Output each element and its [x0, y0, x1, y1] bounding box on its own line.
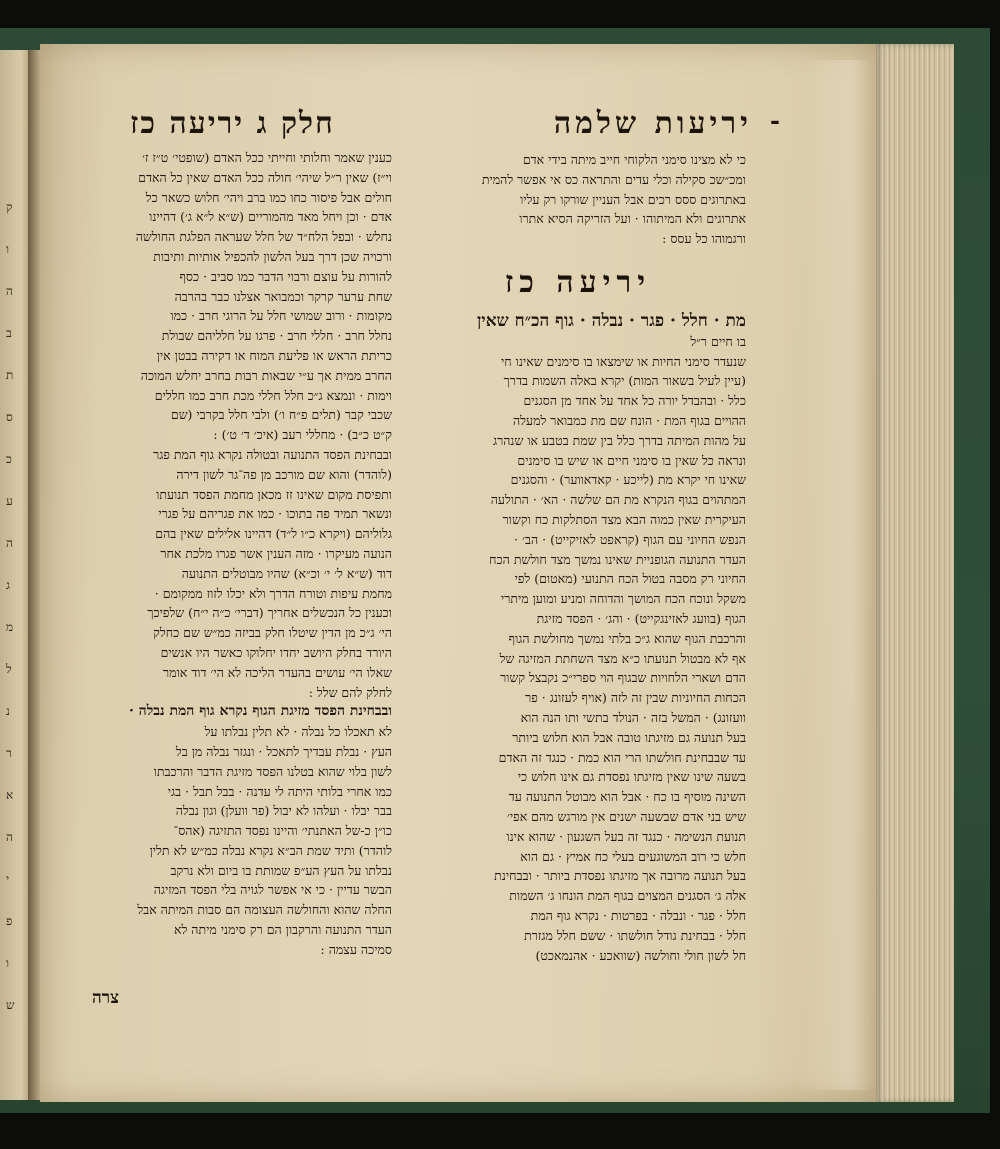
text-line: כריתת הראש או פליעת המוח או דקירה בבטן אין: [156, 347, 392, 363]
paragraph2-lead: ובבחינת הפסד מזיגת הגוף נקרא גוף המת נבלה ·: [128, 703, 392, 720]
text-line: וכענין כל הנכשלים אחריך (דברי׳ כ״ה י״ח) שלפיכך: [147, 605, 392, 621]
facing-page-fragment: פ: [6, 914, 13, 928]
facing-page-fragment: ק: [6, 200, 13, 214]
text-line: אתרוגים ולא המיתוהו · ועל הזריקה הסיא אתרו: [519, 211, 746, 227]
text-line: שיש בני אדם שבשעה ישנים אין מורגש מהם אפי׳: [506, 808, 746, 824]
text-line: ונראה כל שאין בו סימני חיים או שיש בו סימנים: [517, 452, 746, 468]
facing-page-fragment: ו: [6, 242, 10, 256]
right-column-lines: [410, 332, 746, 966]
text-line: העדר התנועה הגופניית שאינו נמשך מצד חולשת הכח: [489, 551, 746, 567]
text-line: הנועה מעיקרו · מזה הענין אשר פגרו מלכת אחר: [160, 545, 392, 561]
text-line: מחמת עיפות וטורח הדרך ולא יכלו לזוז ממקומם ·: [154, 585, 392, 601]
text-line: בו חיים ר״ל: [690, 333, 746, 349]
text-line: המתהוים בגוף הנקרא מת הם שלשה · הא׳ · התולעה: [490, 492, 746, 508]
text-line: חלש כי רוב המשוגעים בעלי כח אמיץ · גם הוא: [520, 848, 746, 864]
text-line: וי״ז) שאין ר״ל שיהי׳ חולה ככל האדם שאין כל האדם: [138, 169, 392, 185]
header-section-title: חלק ג יריעה כז: [130, 106, 335, 141]
text-line: תנועת הנשימה · כנגד זה בעל השגעון · שהוא אינו: [506, 828, 746, 844]
facing-page-fragment: ש: [6, 998, 15, 1012]
facing-page-fragment: ס: [6, 410, 13, 424]
text-line: מקומות · ורוב שמושי חלל על הרוגי חרב · כמו: [170, 308, 392, 324]
text-line: אלה ג׳ הסגנים המצוים בגוף המת הונחו ג׳ השמות: [509, 888, 746, 904]
text-line: חלל · פגר · ונבלה · בפרטות · נקרא גוף המת: [530, 907, 746, 923]
facing-page-fragment: ה: [6, 830, 13, 844]
text-line: נחלל חרב · חללי חרב · פרגו על חלליהם שבולת: [161, 328, 392, 344]
text-line: ומכ״שכ סקילה וכלי עדים והתראה כס אי אפשר להמית: [481, 171, 746, 187]
facing-page-fragment: ע: [6, 494, 13, 508]
text-line: ורכויה שכן דרך בעל הלשון להכפיל אותיות ותיבות: [153, 248, 392, 264]
text-line: העץ · נבלת עבדיך לתאכל · ונגזר נבלה מן בל: [175, 743, 392, 759]
text-line: נחלש · ובפל הלח״ד של חלל שעראה הפלגת החולשה: [135, 229, 392, 245]
facing-page-fragment: א: [6, 788, 14, 802]
text-line: בבר יבלו · ועלהו לא יבול (פר וועלן) וגון נבלה: [175, 803, 392, 819]
header-dash: -: [770, 106, 780, 135]
facing-page-fragment: ר: [6, 746, 12, 760]
text-line: ההויים בגוף המת · הונח שם מת כמבואר למעלה: [512, 412, 746, 428]
text-line: להורות על עוצם ורבוי הדבר כמו סביב · כסף: [179, 268, 392, 284]
facing-page-fragment: י: [6, 872, 10, 886]
text-line: משקל ונוכח הכח המושך והדוחה ומניע ומוען מיתרי: [500, 591, 746, 607]
text-line: כו״ן כ-של האתנתי׳ והיינו נפסד התזיגה (אהס־: [173, 823, 392, 839]
text-line: לחלק להם שלל :: [308, 684, 392, 700]
facing-page-fragment: ב: [6, 326, 12, 340]
text-line: החלה שהוא והחולשה העצומה הם סבות המיתה אבל: [137, 902, 392, 918]
right-column-intro: [410, 150, 746, 249]
text-line: סמיכה עצמה :: [320, 941, 392, 957]
text-line: וועזונג) · המשל בזה · הנולד בתשי ותו הנה הוא: [520, 709, 746, 725]
text-line: ורגמוהו כל עסס :: [662, 231, 746, 247]
text-line: באתרוגים ססס רכים אבל העניין שורקו רק עליו: [520, 191, 746, 207]
text-line: חל לשון חולי וחולשה (שוואכע · אהנמאכט): [535, 947, 746, 963]
text-line: ק״ט כ״ב) · מחללי רעב (איכ׳ ד׳ ט׳) :: [213, 427, 392, 443]
text-line: שאינו חי יקרא מת (לייכע · קאדאווער) · והסגנים: [510, 472, 746, 488]
facing-page-fragment: ה: [6, 536, 13, 550]
text-line: שאלו הי׳ עושים בהעדר הליכה לא הי׳ דוד אומר: [163, 664, 392, 680]
catchword: צרה: [92, 988, 120, 1008]
text-line: שנעדר סימני החיות או שימצאו בו סימנים שאינו חי: [501, 353, 746, 369]
text-line: ותפיסת מקום שאינו זז מכאן מחמת הפסד תנועתו: [156, 486, 392, 502]
facing-page-fragment: ת: [6, 368, 14, 382]
text-line: עד שבבחינת חולשתו הרי הוא כמת · כנגד זה האדם: [498, 749, 746, 765]
text-line: הבשר עדיין · כי אי אפשר לגויה בלי הפסד המזיגה: [153, 882, 392, 898]
text-line: כמו אחרי בלותי היתה לי עדנה · בבל תבל · בגי: [167, 783, 392, 799]
text-line: גלוליהם (ויקרא כ״ו ל״ד) דהיינו אלילים שאין בהם: [155, 526, 392, 542]
facing-page-fragment: נ: [6, 704, 10, 718]
text-line: והרכבת הגוף שהוא ג״כ בלתי נמשך מחולשת הגוף: [508, 630, 746, 646]
text-line: הכחות החיוניות שבין זה לזה (אויף לעזונג · פר: [525, 690, 746, 706]
facing-page-fragment: ל: [6, 662, 12, 676]
text-line: כי לא מצינו סימני הלקוחי חייב מיתה בידי אדם: [522, 152, 746, 167]
text-line: לשון בלוי שהוא בטלנו הפסד מזיגת הדבר והרכבתו: [153, 763, 392, 779]
text-line: ובבחינת הפסד התנועה ובטולה נקרא גוף המת פגר: [153, 446, 392, 462]
text-line: הדם ושארי הלחויות שבגוף הוי ספרי״כ נקבצל קשור: [500, 670, 746, 686]
text-line: הגוף (בוועג לאזינגקייט) · והג׳ · הפסד מזיגת: [536, 610, 746, 626]
text-line: החרב ממית אך ע״י שבאות רבות בחרב יחלש המוכה: [140, 367, 392, 383]
text-line: חלל · בבחינת גודל חולשתו · ששם חלל מגזרת: [524, 927, 746, 943]
text-line: כענין שאמר וחלותי וחייתי ככל האדם (שופטי׳ ט״ז ז׳: [142, 150, 392, 165]
left-column-lines: [54, 148, 392, 702]
text-line: העיקרית שאין כמוה הבא מצד הסתלקות כח וקשור: [502, 511, 746, 527]
text-line: לא תאכלו כל נבלה · לא תלין נבלתו על: [204, 724, 392, 740]
text-line: היורד בחלק היושב יחדו יחלוקו כאשר היו אנשים: [160, 644, 392, 660]
text-line: על מהות המיתה בדרך כלל בין שמת בטבע או שנהרג: [492, 432, 746, 448]
text-line: אף לא מבטול תנועתו כ״א מצד השחתת המזיגה של: [499, 650, 746, 666]
text-line: בעל תנועה מרובה אך מזיגתו נפסדת ביותר · ובבחינת: [494, 868, 746, 884]
text-line: כלל · ובהבדל יורה כל אחד על אחד מן הסגנים: [523, 393, 746, 409]
page-block-edges: [876, 44, 954, 1102]
running-header: [120, 106, 780, 150]
facing-page-fragment: מ: [6, 620, 14, 634]
header-book-title: יריעות שלמה: [553, 106, 752, 141]
right-column-body: [410, 312, 746, 965]
facing-page-fragment: ג: [6, 578, 10, 592]
text-line: ונשאר תמיד פה בתוכו · כמו את פגריהם על פגרי: [158, 506, 392, 522]
text-line: שחת ערער קרקר וכמבואר אצלנו כבר בהרבה: [174, 288, 392, 304]
left-column: [54, 148, 392, 960]
text-line: לוהדר) ותיד שמת הב״א נקרא נבלה כמ״ש לא תלין: [149, 842, 392, 858]
text-line: החיוני רק מסבה בטול הכח התנועי (מאטום) לפי: [514, 571, 746, 587]
text-line: נבלתו על העץ הע״פ שמותת בו ביום ולא נרקב: [170, 862, 392, 878]
text-line: (עיין לעיל בשאור המות) יקרא באלה השמות בדרך: [503, 373, 746, 389]
text-line: בשעה שינו שאין מזיגתו נפסדת גם אינו חלוש כי: [517, 769, 746, 785]
section-heading: יריעה כז: [504, 265, 652, 300]
text-line: הנפש החיוני עם הגוף (קראפט לאזיקייט) · הב׳ ·: [514, 531, 746, 547]
text-line: הי׳ ג״כ מן הדין שיטלו חלק בביזה כמ״ש שם כחלק: [153, 625, 392, 641]
text-line: אדם · וכן ויחל מאד מהמוריים (ש״א ל״א ג׳) דהיינו: [149, 209, 392, 225]
text-line: השינה מוסיף בו כח · אבל הוא מבוטל התנועה עד: [508, 789, 746, 805]
text-line: בעל תנועה גם מזיגתו טובה אבל הוא חלוש ביותר: [512, 729, 746, 745]
facing-page-fragment: ה: [6, 284, 13, 298]
text-line: חולים אבל פיסור כחו כמו ברב ויהי׳ חלוש כשאר כל: [145, 189, 392, 205]
text-line: העדר התנועה והרקבון הם רק סימני מיתה לא: [173, 922, 392, 938]
text-line: שכבי קבר (תלים פ״ח ו׳) ולבי חלל בקרבי (שם: [170, 407, 392, 423]
text-line: דוד (ש״א ל׳ י׳ וכ״א) שהיו מבוטלים התנועה: [181, 565, 392, 581]
facing-page-fragment: ו: [6, 956, 10, 970]
text-line: וימות · ונמצא ג״כ חלל חללי מכת חרב כמו חללים: [154, 387, 392, 403]
facing-page-fragment: כ: [6, 452, 12, 466]
left-column-lines-2: [54, 722, 392, 960]
entry-lead-line: מת · חלל · פגר · נבלה · גוף הכ״ח שאין: [476, 311, 746, 331]
facing-page-edge: [0, 50, 30, 1100]
text-line: (לוהדר) והוא שם מורכב מן פה־גר לשון דירה: [176, 466, 392, 482]
